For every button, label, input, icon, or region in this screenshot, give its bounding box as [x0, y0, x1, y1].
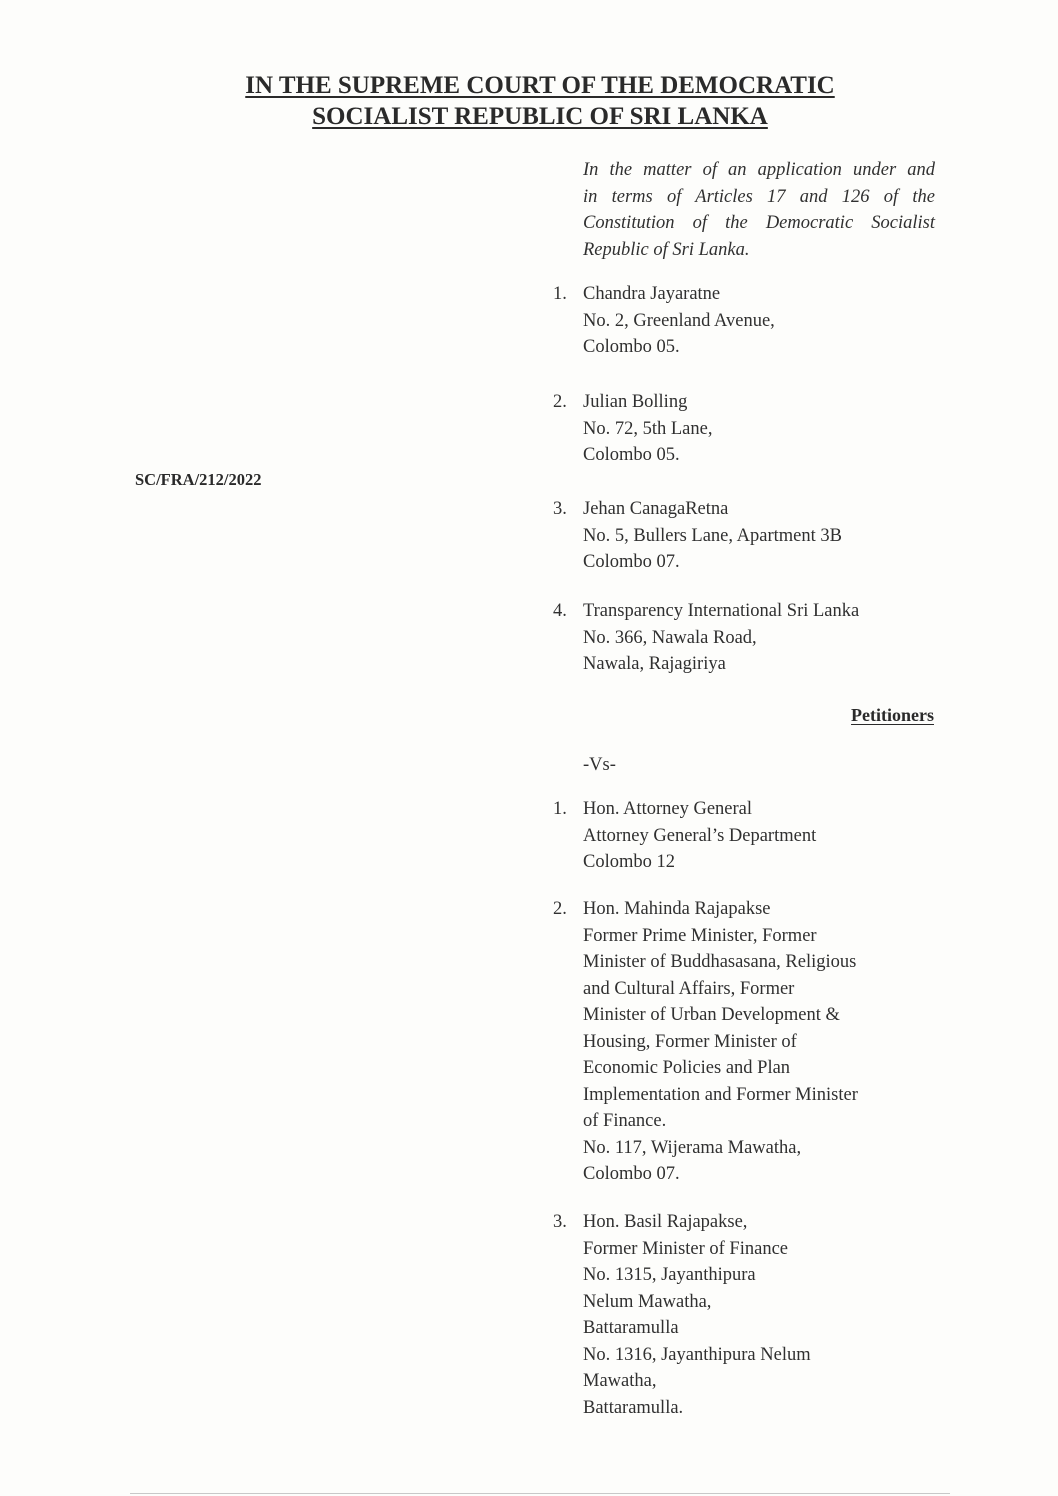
- petitioner-3: [553, 496, 953, 576]
- matter-line-1: In the matter of an application under and: [583, 160, 935, 180]
- petitioners-label: Petitioners: [851, 705, 934, 725]
- petitioner-4-address-line: No. 366, Nawala Road,: [583, 627, 757, 648]
- matter-statement: [583, 157, 935, 263]
- petitioner-4-number: 4.: [553, 601, 567, 621]
- respondent-3-address-line: Battaramulla: [583, 1318, 679, 1338]
- petitioner-3-address-line: Colombo 07.: [583, 552, 680, 572]
- respondent-3-detail-line: Former Minister of Finance: [583, 1238, 788, 1259]
- petitioner-2-address-line: No. 72, 5th Lane,: [583, 418, 713, 439]
- petitioner-1-name: Chandra Jayaratne: [583, 284, 721, 304]
- court-heading-line-2: [150, 101, 930, 132]
- matter-line-3: Constitution of the Democratic Socialist: [583, 213, 935, 233]
- court-heading-line-1: [150, 70, 930, 101]
- respondent-2-detail-line: and Cultural Affairs, Former: [583, 978, 795, 999]
- respondent-3-address-line: No. 1316, Jayanthipura Nelum: [583, 1344, 811, 1365]
- petitioner-3-name: Jehan CanagaRetna: [583, 499, 729, 519]
- petitioner-4: [553, 598, 953, 678]
- respondent-2-detail-line: Economic Policies and Plan: [583, 1058, 791, 1078]
- petitioner-3-number: 3.: [553, 499, 567, 519]
- respondent-1: [553, 796, 953, 876]
- respondent-1-detail-line: Colombo 12: [583, 852, 675, 872]
- petitioner-2-number: 2.: [553, 392, 567, 412]
- matter-line-2: in terms of Articles 17 and 126 of the: [583, 186, 935, 207]
- respondent-3-address-line: Battaramulla.: [583, 1397, 684, 1418]
- respondent-2-detail-line: Minister of Buddhasasana, Religious: [583, 952, 857, 972]
- respondent-3-address-line: No. 1315, Jayanthipura: [583, 1265, 756, 1285]
- respondent-3-address-line: Nelum Mawatha,: [583, 1291, 712, 1312]
- petitioner-3-address-line: No. 5, Bullers Lane, Apartment 3B: [583, 525, 842, 546]
- respondent-2-detail-line: of Finance.: [583, 1111, 667, 1131]
- page-bottom-rule: [130, 1493, 950, 1494]
- respondent-3: [553, 1209, 953, 1421]
- respondent-1-detail-line: Attorney General’s Department: [583, 825, 817, 846]
- respondent-2-name: Hon. Mahinda Rajapakse: [583, 899, 771, 919]
- matter-line-4: Republic of Sri Lanka.: [583, 239, 750, 260]
- petitioner-4-address-line: Nawala, Rajagiriya: [583, 654, 726, 674]
- respondent-2-detail-line: Implementation and Former Minister: [583, 1084, 858, 1105]
- petitioner-4-name: Transparency International Sri Lanka: [583, 601, 860, 621]
- respondent-2-address-line: No. 117, Wijerama Mawatha,: [583, 1137, 802, 1158]
- respondent-3-address-line: Mawatha,: [583, 1371, 657, 1391]
- petitioner-1-number: 1.: [553, 284, 567, 304]
- respondent-2-detail-line: Former Prime Minister, Former: [583, 925, 817, 946]
- respondent-3-number: 3.: [553, 1212, 567, 1232]
- petitioner-1: [553, 281, 953, 361]
- case-number: SC/FRA/212/2022: [135, 470, 262, 489]
- respondent-2-number: 2.: [553, 899, 567, 919]
- petitioner-2-address-line: Colombo 05.: [583, 445, 680, 465]
- respondent-2-detail-line: Housing, Former Minister of: [583, 1031, 797, 1052]
- respondent-2: [553, 896, 953, 1188]
- respondent-3-name: Hon. Basil Rajapakse,: [583, 1212, 748, 1232]
- petitioner-1-address-line: No. 2, Greenland Avenue,: [583, 310, 775, 331]
- respondent-2-detail-line: Minister of Urban Development &: [583, 1005, 840, 1025]
- respondent-1-name: Hon. Attorney General: [583, 799, 753, 819]
- petitioner-2: [553, 389, 953, 469]
- court-heading-text-1: IN THE SUPREME COURT OF THE DEMOCRATIC: [245, 72, 835, 99]
- petitioner-2-name: Julian Bolling: [583, 392, 688, 412]
- respondent-1-number: 1.: [553, 799, 567, 819]
- court-heading-text-2: SOCIALIST REPUBLIC OF SRI LANKA: [312, 103, 768, 130]
- petitioner-1-address-line: Colombo 05.: [583, 337, 680, 357]
- respondent-2-address-line: Colombo 07.: [583, 1164, 680, 1184]
- versus-label: -Vs-: [583, 755, 616, 775]
